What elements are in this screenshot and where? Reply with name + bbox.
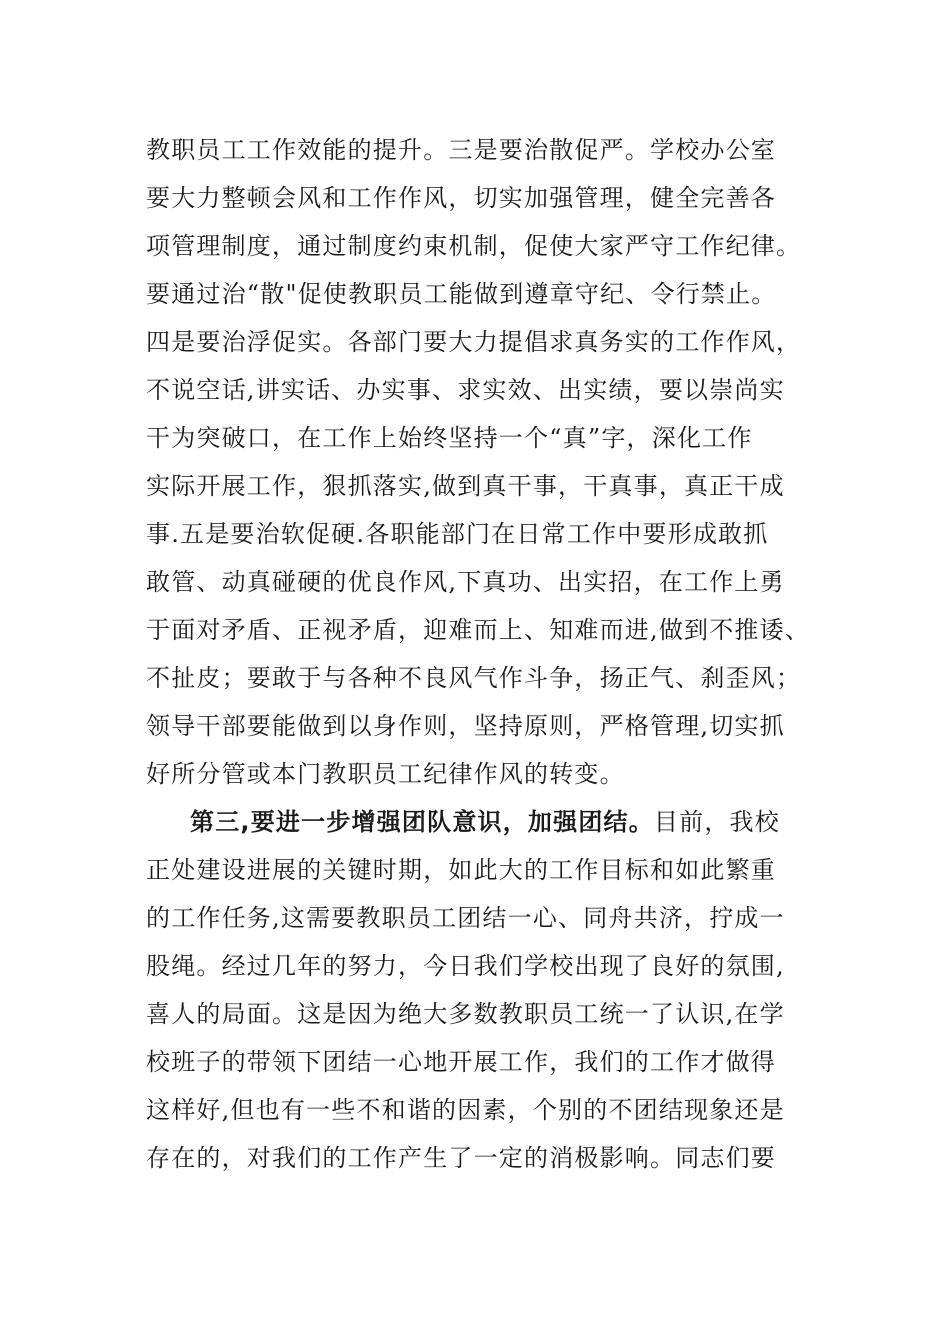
text-line: 这样好,但也有一些不和谐的因素，个别的不团结现象还是 (146, 1096, 785, 1124)
paragraph-heading-line (146, 798, 836, 846)
text-line: 教职员工工作效能的提升。三是要治散促严。学校办公室 (146, 136, 776, 164)
text-line: 事.五是要治软促硬.各职能部门在日常工作中要形成敢抓 (146, 520, 769, 548)
text-line: 实际开展工作，狠抓落实,做到真干事，干真事，真正干成 (146, 472, 785, 500)
text-line: 项管理制度，通过制度约束机制，促使大家严守工作纪律。 (146, 232, 802, 260)
text-line: 不扯皮；要敢于与各种不良风气作斗争，扬正气、刹歪风； (146, 664, 802, 692)
text-line: 喜人的局面。这是因为绝大多数教职员工统一了认识,在学 (146, 1000, 785, 1028)
text-line: 要通过治“散"促使教职员工能做到遵章守纪、令行禁止。 (146, 280, 777, 308)
text-line: 领导干部要能做到以身作则，坚持原则，严格管理,切实抓 (146, 712, 785, 740)
text-line: 的工作任务,这需要教职员工团结一心、同舟共济，拧成一 (146, 904, 785, 932)
text-line: 四是要治浮促实。各部门要大力提倡求真务实的工作作风， (146, 328, 802, 356)
paragraph-heading: 第三,要进一步增强团队意识，加强团结。 (190, 808, 654, 836)
text-line: 好所分管或本门教职员工纪律作风的转变。 (146, 760, 625, 788)
text-line: 要大力整顿会风和工作作风，切实加强管理，健全完善各 (146, 184, 776, 212)
paragraph-heading-continuation: 目前，我校 (653, 808, 780, 836)
text-line: 存在的，对我们的工作产生了一定的消极影响。同志们要 (146, 1144, 776, 1172)
text-line: 校班子的带领下团结一心地开展工作，我们的工作才做得 (146, 1048, 776, 1076)
text-line: 正处建设进展的关键时期，如此大的工作目标和如此繁重 (146, 856, 776, 884)
text-line: 敢管、动真碰硬的优良作风,下真功、出实招，在工作上勇 (146, 568, 785, 596)
text-line: 于面对矛盾、正视矛盾，迎难而上、知难而进,做到不推诿、 (146, 616, 811, 644)
text-line: 干为突破口，在工作上始终坚持一个“真”字，深化工作 (146, 424, 753, 452)
text-line: 不说空话,讲实话、办实事、求实效、出实绩，要以崇尚实 (146, 376, 785, 404)
text-line: 股绳。经过几年的努力，今日我们学校出现了良好的氛围, (146, 952, 785, 980)
document-body (146, 126, 836, 1182)
